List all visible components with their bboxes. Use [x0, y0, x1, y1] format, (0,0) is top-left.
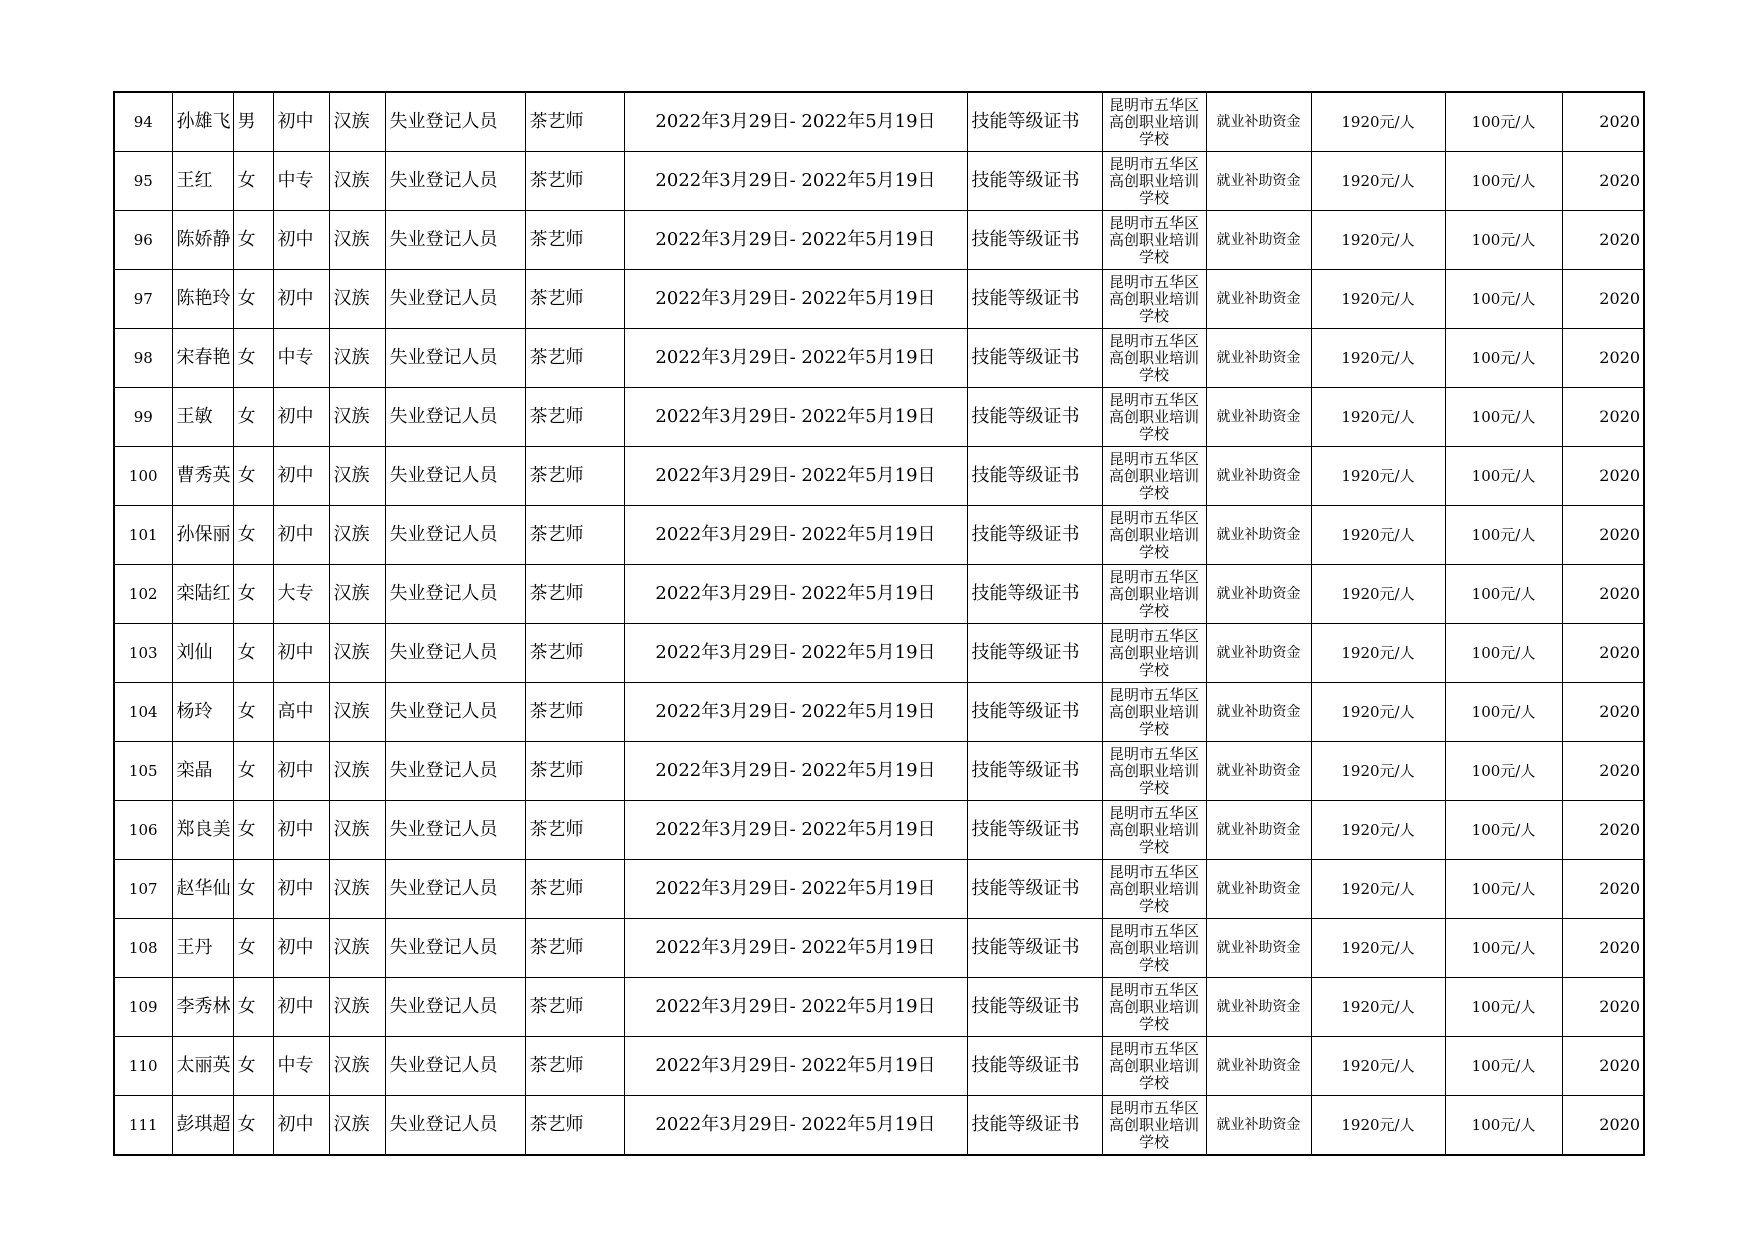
- row-number-cell: 104: [114, 683, 172, 742]
- personnel-category-cell: 失业登记人员: [385, 565, 525, 624]
- table-row: [114, 978, 1644, 1037]
- year-cell: 2020: [1562, 801, 1644, 860]
- trainee-name-cell: 孙雄飞: [172, 92, 233, 152]
- subsidy-standard-cell: 1920元/人: [1311, 1096, 1445, 1156]
- training-school-cell: 昆明市五华区高创职业培训学校: [1102, 1096, 1206, 1156]
- training-course-cell: 茶艺师: [525, 978, 624, 1037]
- gender-cell: 女: [233, 565, 273, 624]
- subsidy-standard-cell: 1920元/人: [1311, 388, 1445, 447]
- certificate-type-cell: 技能等级证书: [967, 388, 1102, 447]
- personnel-category-cell: 失业登记人员: [385, 1037, 525, 1096]
- fund-source-cell: 就业补助资金: [1206, 624, 1311, 683]
- certificate-type-cell: 技能等级证书: [967, 152, 1102, 211]
- education-level-cell: 初中: [273, 919, 329, 978]
- table-row: [114, 506, 1644, 565]
- training-course-cell: 茶艺师: [525, 1096, 624, 1156]
- personnel-category-cell: 失业登记人员: [385, 447, 525, 506]
- certificate-type-cell: 技能等级证书: [967, 211, 1102, 270]
- education-level-cell: 初中: [273, 978, 329, 1037]
- training-school-cell: 昆明市五华区高创职业培训学校: [1102, 388, 1206, 447]
- living-subsidy-cell: 100元/人: [1445, 1096, 1562, 1156]
- trainee-name-cell: 栾晶: [172, 742, 233, 801]
- fund-source-cell: 就业补助资金: [1206, 919, 1311, 978]
- row-number-cell: 111: [114, 1096, 172, 1156]
- training-period-cell: 2022年3月29日- 2022年5月19日: [624, 506, 967, 565]
- gender-cell: 女: [233, 860, 273, 919]
- training-period-cell: 2022年3月29日- 2022年5月19日: [624, 919, 967, 978]
- row-number-cell: 95: [114, 152, 172, 211]
- living-subsidy-cell: 100元/人: [1445, 860, 1562, 919]
- subsidy-standard-cell: 1920元/人: [1311, 919, 1445, 978]
- fund-source-cell: 就业补助资金: [1206, 683, 1311, 742]
- trainee-name-cell: 曹秀英: [172, 447, 233, 506]
- table-row: [114, 742, 1644, 801]
- training-course-cell: 茶艺师: [525, 92, 624, 152]
- trainee-name-cell: 王敏: [172, 388, 233, 447]
- training-school-cell: 昆明市五华区高创职业培训学校: [1102, 270, 1206, 329]
- gender-cell: 女: [233, 742, 273, 801]
- ethnicity-cell: 汉族: [329, 92, 385, 152]
- certificate-type-cell: 技能等级证书: [967, 565, 1102, 624]
- fund-source-cell: 就业补助资金: [1206, 447, 1311, 506]
- training-period-cell: 2022年3月29日- 2022年5月19日: [624, 211, 967, 270]
- trainee-name-cell: 王红: [172, 152, 233, 211]
- subsidy-standard-cell: 1920元/人: [1311, 683, 1445, 742]
- training-course-cell: 茶艺师: [525, 152, 624, 211]
- row-number-cell: 108: [114, 919, 172, 978]
- training-course-cell: 茶艺师: [525, 1037, 624, 1096]
- education-level-cell: 高中: [273, 683, 329, 742]
- trainee-name-cell: 栾陆红: [172, 565, 233, 624]
- subsidy-standard-cell: 1920元/人: [1311, 801, 1445, 860]
- training-school-cell: 昆明市五华区高创职业培训学校: [1102, 152, 1206, 211]
- gender-cell: 女: [233, 1096, 273, 1156]
- gender-cell: 女: [233, 329, 273, 388]
- certificate-type-cell: 技能等级证书: [967, 92, 1102, 152]
- ethnicity-cell: 汉族: [329, 978, 385, 1037]
- table-row: [114, 624, 1644, 683]
- row-number-cell: 109: [114, 978, 172, 1037]
- living-subsidy-cell: 100元/人: [1445, 1037, 1562, 1096]
- training-period-cell: 2022年3月29日- 2022年5月19日: [624, 152, 967, 211]
- fund-source-cell: 就业补助资金: [1206, 211, 1311, 270]
- living-subsidy-cell: 100元/人: [1445, 506, 1562, 565]
- personnel-category-cell: 失业登记人员: [385, 919, 525, 978]
- gender-cell: 女: [233, 388, 273, 447]
- education-level-cell: 初中: [273, 801, 329, 860]
- table-row: [114, 683, 1644, 742]
- subsidy-standard-cell: 1920元/人: [1311, 152, 1445, 211]
- ethnicity-cell: 汉族: [329, 624, 385, 683]
- subsidy-standard-cell: 1920元/人: [1311, 624, 1445, 683]
- certificate-type-cell: 技能等级证书: [967, 683, 1102, 742]
- year-cell: 2020: [1562, 506, 1644, 565]
- trainee-name-cell: 宋春艳: [172, 329, 233, 388]
- personnel-category-cell: 失业登记人员: [385, 860, 525, 919]
- education-level-cell: 初中: [273, 388, 329, 447]
- trainee-name-cell: 刘仙: [172, 624, 233, 683]
- row-number-cell: 98: [114, 329, 172, 388]
- fund-source-cell: 就业补助资金: [1206, 1096, 1311, 1156]
- fund-source-cell: 就业补助资金: [1206, 742, 1311, 801]
- trainee-table: [113, 91, 1645, 1156]
- personnel-category-cell: 失业登记人员: [385, 270, 525, 329]
- row-number-cell: 99: [114, 388, 172, 447]
- certificate-type-cell: 技能等级证书: [967, 978, 1102, 1037]
- training-school-cell: 昆明市五华区高创职业培训学校: [1102, 506, 1206, 565]
- education-level-cell: 中专: [273, 152, 329, 211]
- training-period-cell: 2022年3月29日- 2022年5月19日: [624, 329, 967, 388]
- trainee-name-cell: 郑良美: [172, 801, 233, 860]
- trainee-name-cell: 陈艳玲: [172, 270, 233, 329]
- living-subsidy-cell: 100元/人: [1445, 978, 1562, 1037]
- training-course-cell: 茶艺师: [525, 506, 624, 565]
- table-row: [114, 860, 1644, 919]
- row-number-cell: 110: [114, 1037, 172, 1096]
- table-row: [114, 270, 1644, 329]
- trainee-name-cell: 彭琪超: [172, 1096, 233, 1156]
- fund-source-cell: 就业补助资金: [1206, 329, 1311, 388]
- ethnicity-cell: 汉族: [329, 683, 385, 742]
- table-row: [114, 801, 1644, 860]
- personnel-category-cell: 失业登记人员: [385, 506, 525, 565]
- trainee-name-cell: 王丹: [172, 919, 233, 978]
- year-cell: 2020: [1562, 742, 1644, 801]
- education-level-cell: 初中: [273, 860, 329, 919]
- certificate-type-cell: 技能等级证书: [967, 801, 1102, 860]
- subsidy-standard-cell: 1920元/人: [1311, 92, 1445, 152]
- ethnicity-cell: 汉族: [329, 1037, 385, 1096]
- personnel-category-cell: 失业登记人员: [385, 211, 525, 270]
- training-school-cell: 昆明市五华区高创职业培训学校: [1102, 211, 1206, 270]
- personnel-category-cell: 失业登记人员: [385, 978, 525, 1037]
- fund-source-cell: 就业补助资金: [1206, 860, 1311, 919]
- ethnicity-cell: 汉族: [329, 152, 385, 211]
- ethnicity-cell: 汉族: [329, 329, 385, 388]
- subsidy-standard-cell: 1920元/人: [1311, 565, 1445, 624]
- training-period-cell: 2022年3月29日- 2022年5月19日: [624, 447, 967, 506]
- trainee-name-cell: 孙保丽: [172, 506, 233, 565]
- certificate-type-cell: 技能等级证书: [967, 447, 1102, 506]
- personnel-category-cell: 失业登记人员: [385, 1096, 525, 1156]
- subsidy-standard-cell: 1920元/人: [1311, 1037, 1445, 1096]
- gender-cell: 男: [233, 92, 273, 152]
- fund-source-cell: 就业补助资金: [1206, 978, 1311, 1037]
- fund-source-cell: 就业补助资金: [1206, 801, 1311, 860]
- gender-cell: 女: [233, 270, 273, 329]
- subsidy-standard-cell: 1920元/人: [1311, 211, 1445, 270]
- training-course-cell: 茶艺师: [525, 447, 624, 506]
- ethnicity-cell: 汉族: [329, 447, 385, 506]
- living-subsidy-cell: 100元/人: [1445, 329, 1562, 388]
- personnel-category-cell: 失业登记人员: [385, 801, 525, 860]
- row-number-cell: 106: [114, 801, 172, 860]
- education-level-cell: 初中: [273, 211, 329, 270]
- table-row: [114, 447, 1644, 506]
- personnel-category-cell: 失业登记人员: [385, 742, 525, 801]
- ethnicity-cell: 汉族: [329, 388, 385, 447]
- row-number-cell: 102: [114, 565, 172, 624]
- personnel-category-cell: 失业登记人员: [385, 683, 525, 742]
- fund-source-cell: 就业补助资金: [1206, 1037, 1311, 1096]
- year-cell: 2020: [1562, 329, 1644, 388]
- training-school-cell: 昆明市五华区高创职业培训学校: [1102, 624, 1206, 683]
- certificate-type-cell: 技能等级证书: [967, 329, 1102, 388]
- training-period-cell: 2022年3月29日- 2022年5月19日: [624, 801, 967, 860]
- training-school-cell: 昆明市五华区高创职业培训学校: [1102, 447, 1206, 506]
- gender-cell: 女: [233, 152, 273, 211]
- subsidy-standard-cell: 1920元/人: [1311, 506, 1445, 565]
- education-level-cell: 初中: [273, 742, 329, 801]
- year-cell: 2020: [1562, 92, 1644, 152]
- year-cell: 2020: [1562, 565, 1644, 624]
- training-course-cell: 茶艺师: [525, 565, 624, 624]
- personnel-category-cell: 失业登记人员: [385, 388, 525, 447]
- trainee-name-cell: 李秀林: [172, 978, 233, 1037]
- subsidy-standard-cell: 1920元/人: [1311, 447, 1445, 506]
- ethnicity-cell: 汉族: [329, 1096, 385, 1156]
- row-number-cell: 97: [114, 270, 172, 329]
- fund-source-cell: 就业补助资金: [1206, 388, 1311, 447]
- subsidy-standard-cell: 1920元/人: [1311, 978, 1445, 1037]
- education-level-cell: 初中: [273, 506, 329, 565]
- education-level-cell: 大专: [273, 565, 329, 624]
- living-subsidy-cell: 100元/人: [1445, 683, 1562, 742]
- training-period-cell: 2022年3月29日- 2022年5月19日: [624, 742, 967, 801]
- ethnicity-cell: 汉族: [329, 860, 385, 919]
- training-school-cell: 昆明市五华区高创职业培训学校: [1102, 860, 1206, 919]
- training-period-cell: 2022年3月29日- 2022年5月19日: [624, 565, 967, 624]
- row-number-cell: 101: [114, 506, 172, 565]
- table-row: [114, 388, 1644, 447]
- training-course-cell: 茶艺师: [525, 683, 624, 742]
- training-course-cell: 茶艺师: [525, 624, 624, 683]
- table-row: [114, 211, 1644, 270]
- table-row: [114, 565, 1644, 624]
- training-period-cell: 2022年3月29日- 2022年5月19日: [624, 1037, 967, 1096]
- table-row: [114, 92, 1644, 152]
- certificate-type-cell: 技能等级证书: [967, 1096, 1102, 1156]
- education-level-cell: 中专: [273, 329, 329, 388]
- training-course-cell: 茶艺师: [525, 211, 624, 270]
- training-school-cell: 昆明市五华区高创职业培训学校: [1102, 1037, 1206, 1096]
- subsidy-standard-cell: 1920元/人: [1311, 329, 1445, 388]
- living-subsidy-cell: 100元/人: [1445, 565, 1562, 624]
- living-subsidy-cell: 100元/人: [1445, 624, 1562, 683]
- ethnicity-cell: 汉族: [329, 742, 385, 801]
- personnel-category-cell: 失业登记人员: [385, 329, 525, 388]
- education-level-cell: 初中: [273, 270, 329, 329]
- personnel-category-cell: 失业登记人员: [385, 152, 525, 211]
- year-cell: 2020: [1562, 683, 1644, 742]
- certificate-type-cell: 技能等级证书: [967, 624, 1102, 683]
- training-course-cell: 茶艺师: [525, 270, 624, 329]
- ethnicity-cell: 汉族: [329, 211, 385, 270]
- year-cell: 2020: [1562, 270, 1644, 329]
- training-school-cell: 昆明市五华区高创职业培训学校: [1102, 92, 1206, 152]
- ethnicity-cell: 汉族: [329, 506, 385, 565]
- living-subsidy-cell: 100元/人: [1445, 919, 1562, 978]
- trainee-name-cell: 太丽英: [172, 1037, 233, 1096]
- personnel-category-cell: 失业登记人员: [385, 92, 525, 152]
- year-cell: 2020: [1562, 1037, 1644, 1096]
- fund-source-cell: 就业补助资金: [1206, 92, 1311, 152]
- trainee-name-cell: 陈娇静: [172, 211, 233, 270]
- gender-cell: 女: [233, 919, 273, 978]
- row-number-cell: 103: [114, 624, 172, 683]
- certificate-type-cell: 技能等级证书: [967, 919, 1102, 978]
- gender-cell: 女: [233, 211, 273, 270]
- living-subsidy-cell: 100元/人: [1445, 447, 1562, 506]
- living-subsidy-cell: 100元/人: [1445, 742, 1562, 801]
- year-cell: 2020: [1562, 447, 1644, 506]
- training-school-cell: 昆明市五华区高创职业培训学校: [1102, 919, 1206, 978]
- living-subsidy-cell: 100元/人: [1445, 152, 1562, 211]
- training-period-cell: 2022年3月29日- 2022年5月19日: [624, 388, 967, 447]
- row-number-cell: 100: [114, 447, 172, 506]
- training-period-cell: 2022年3月29日- 2022年5月19日: [624, 1096, 967, 1156]
- education-level-cell: 初中: [273, 1096, 329, 1156]
- fund-source-cell: 就业补助资金: [1206, 565, 1311, 624]
- row-number-cell: 107: [114, 860, 172, 919]
- living-subsidy-cell: 100元/人: [1445, 211, 1562, 270]
- education-level-cell: 初中: [273, 624, 329, 683]
- fund-source-cell: 就业补助资金: [1206, 506, 1311, 565]
- gender-cell: 女: [233, 801, 273, 860]
- fund-source-cell: 就业补助资金: [1206, 270, 1311, 329]
- table-row: [114, 1037, 1644, 1096]
- year-cell: 2020: [1562, 624, 1644, 683]
- education-level-cell: 初中: [273, 92, 329, 152]
- training-period-cell: 2022年3月29日- 2022年5月19日: [624, 624, 967, 683]
- living-subsidy-cell: 100元/人: [1445, 92, 1562, 152]
- year-cell: 2020: [1562, 211, 1644, 270]
- training-school-cell: 昆明市五华区高创职业培训学校: [1102, 329, 1206, 388]
- living-subsidy-cell: 100元/人: [1445, 270, 1562, 329]
- training-school-cell: 昆明市五华区高创职业培训学校: [1102, 978, 1206, 1037]
- row-number-cell: 105: [114, 742, 172, 801]
- table-row: [114, 329, 1644, 388]
- year-cell: 2020: [1562, 860, 1644, 919]
- training-period-cell: 2022年3月29日- 2022年5月19日: [624, 978, 967, 1037]
- training-period-cell: 2022年3月29日- 2022年5月19日: [624, 92, 967, 152]
- year-cell: 2020: [1562, 152, 1644, 211]
- training-course-cell: 茶艺师: [525, 801, 624, 860]
- personnel-category-cell: 失业登记人员: [385, 624, 525, 683]
- training-school-cell: 昆明市五华区高创职业培训学校: [1102, 565, 1206, 624]
- certificate-type-cell: 技能等级证书: [967, 860, 1102, 919]
- gender-cell: 女: [233, 978, 273, 1037]
- ethnicity-cell: 汉族: [329, 801, 385, 860]
- year-cell: 2020: [1562, 1096, 1644, 1156]
- certificate-type-cell: 技能等级证书: [967, 270, 1102, 329]
- ethnicity-cell: 汉族: [329, 919, 385, 978]
- year-cell: 2020: [1562, 978, 1644, 1037]
- trainee-name-cell: 赵华仙: [172, 860, 233, 919]
- row-number-cell: 94: [114, 92, 172, 152]
- training-school-cell: 昆明市五华区高创职业培训学校: [1102, 801, 1206, 860]
- subsidy-standard-cell: 1920元/人: [1311, 860, 1445, 919]
- training-course-cell: 茶艺师: [525, 388, 624, 447]
- year-cell: 2020: [1562, 388, 1644, 447]
- training-school-cell: 昆明市五华区高创职业培训学校: [1102, 742, 1206, 801]
- subsidy-standard-cell: 1920元/人: [1311, 270, 1445, 329]
- year-cell: 2020: [1562, 919, 1644, 978]
- training-course-cell: 茶艺师: [525, 329, 624, 388]
- gender-cell: 女: [233, 683, 273, 742]
- gender-cell: 女: [233, 447, 273, 506]
- living-subsidy-cell: 100元/人: [1445, 801, 1562, 860]
- training-period-cell: 2022年3月29日- 2022年5月19日: [624, 860, 967, 919]
- training-period-cell: 2022年3月29日- 2022年5月19日: [624, 683, 967, 742]
- training-school-cell: 昆明市五华区高创职业培训学校: [1102, 683, 1206, 742]
- row-number-cell: 96: [114, 211, 172, 270]
- education-level-cell: 中专: [273, 1037, 329, 1096]
- training-period-cell: 2022年3月29日- 2022年5月19日: [624, 270, 967, 329]
- certificate-type-cell: 技能等级证书: [967, 742, 1102, 801]
- fund-source-cell: 就业补助资金: [1206, 152, 1311, 211]
- certificate-type-cell: 技能等级证书: [967, 506, 1102, 565]
- table-row: [114, 919, 1644, 978]
- subsidy-standard-cell: 1920元/人: [1311, 742, 1445, 801]
- training-course-cell: 茶艺师: [525, 860, 624, 919]
- gender-cell: 女: [233, 506, 273, 565]
- gender-cell: 女: [233, 624, 273, 683]
- certificate-type-cell: 技能等级证书: [967, 1037, 1102, 1096]
- education-level-cell: 初中: [273, 447, 329, 506]
- ethnicity-cell: 汉族: [329, 270, 385, 329]
- gender-cell: 女: [233, 1037, 273, 1096]
- trainee-name-cell: 杨玲: [172, 683, 233, 742]
- ethnicity-cell: 汉族: [329, 565, 385, 624]
- table-row: [114, 152, 1644, 211]
- training-course-cell: 茶艺师: [525, 742, 624, 801]
- table-row: [114, 1096, 1644, 1156]
- living-subsidy-cell: 100元/人: [1445, 388, 1562, 447]
- training-course-cell: 茶艺师: [525, 919, 624, 978]
